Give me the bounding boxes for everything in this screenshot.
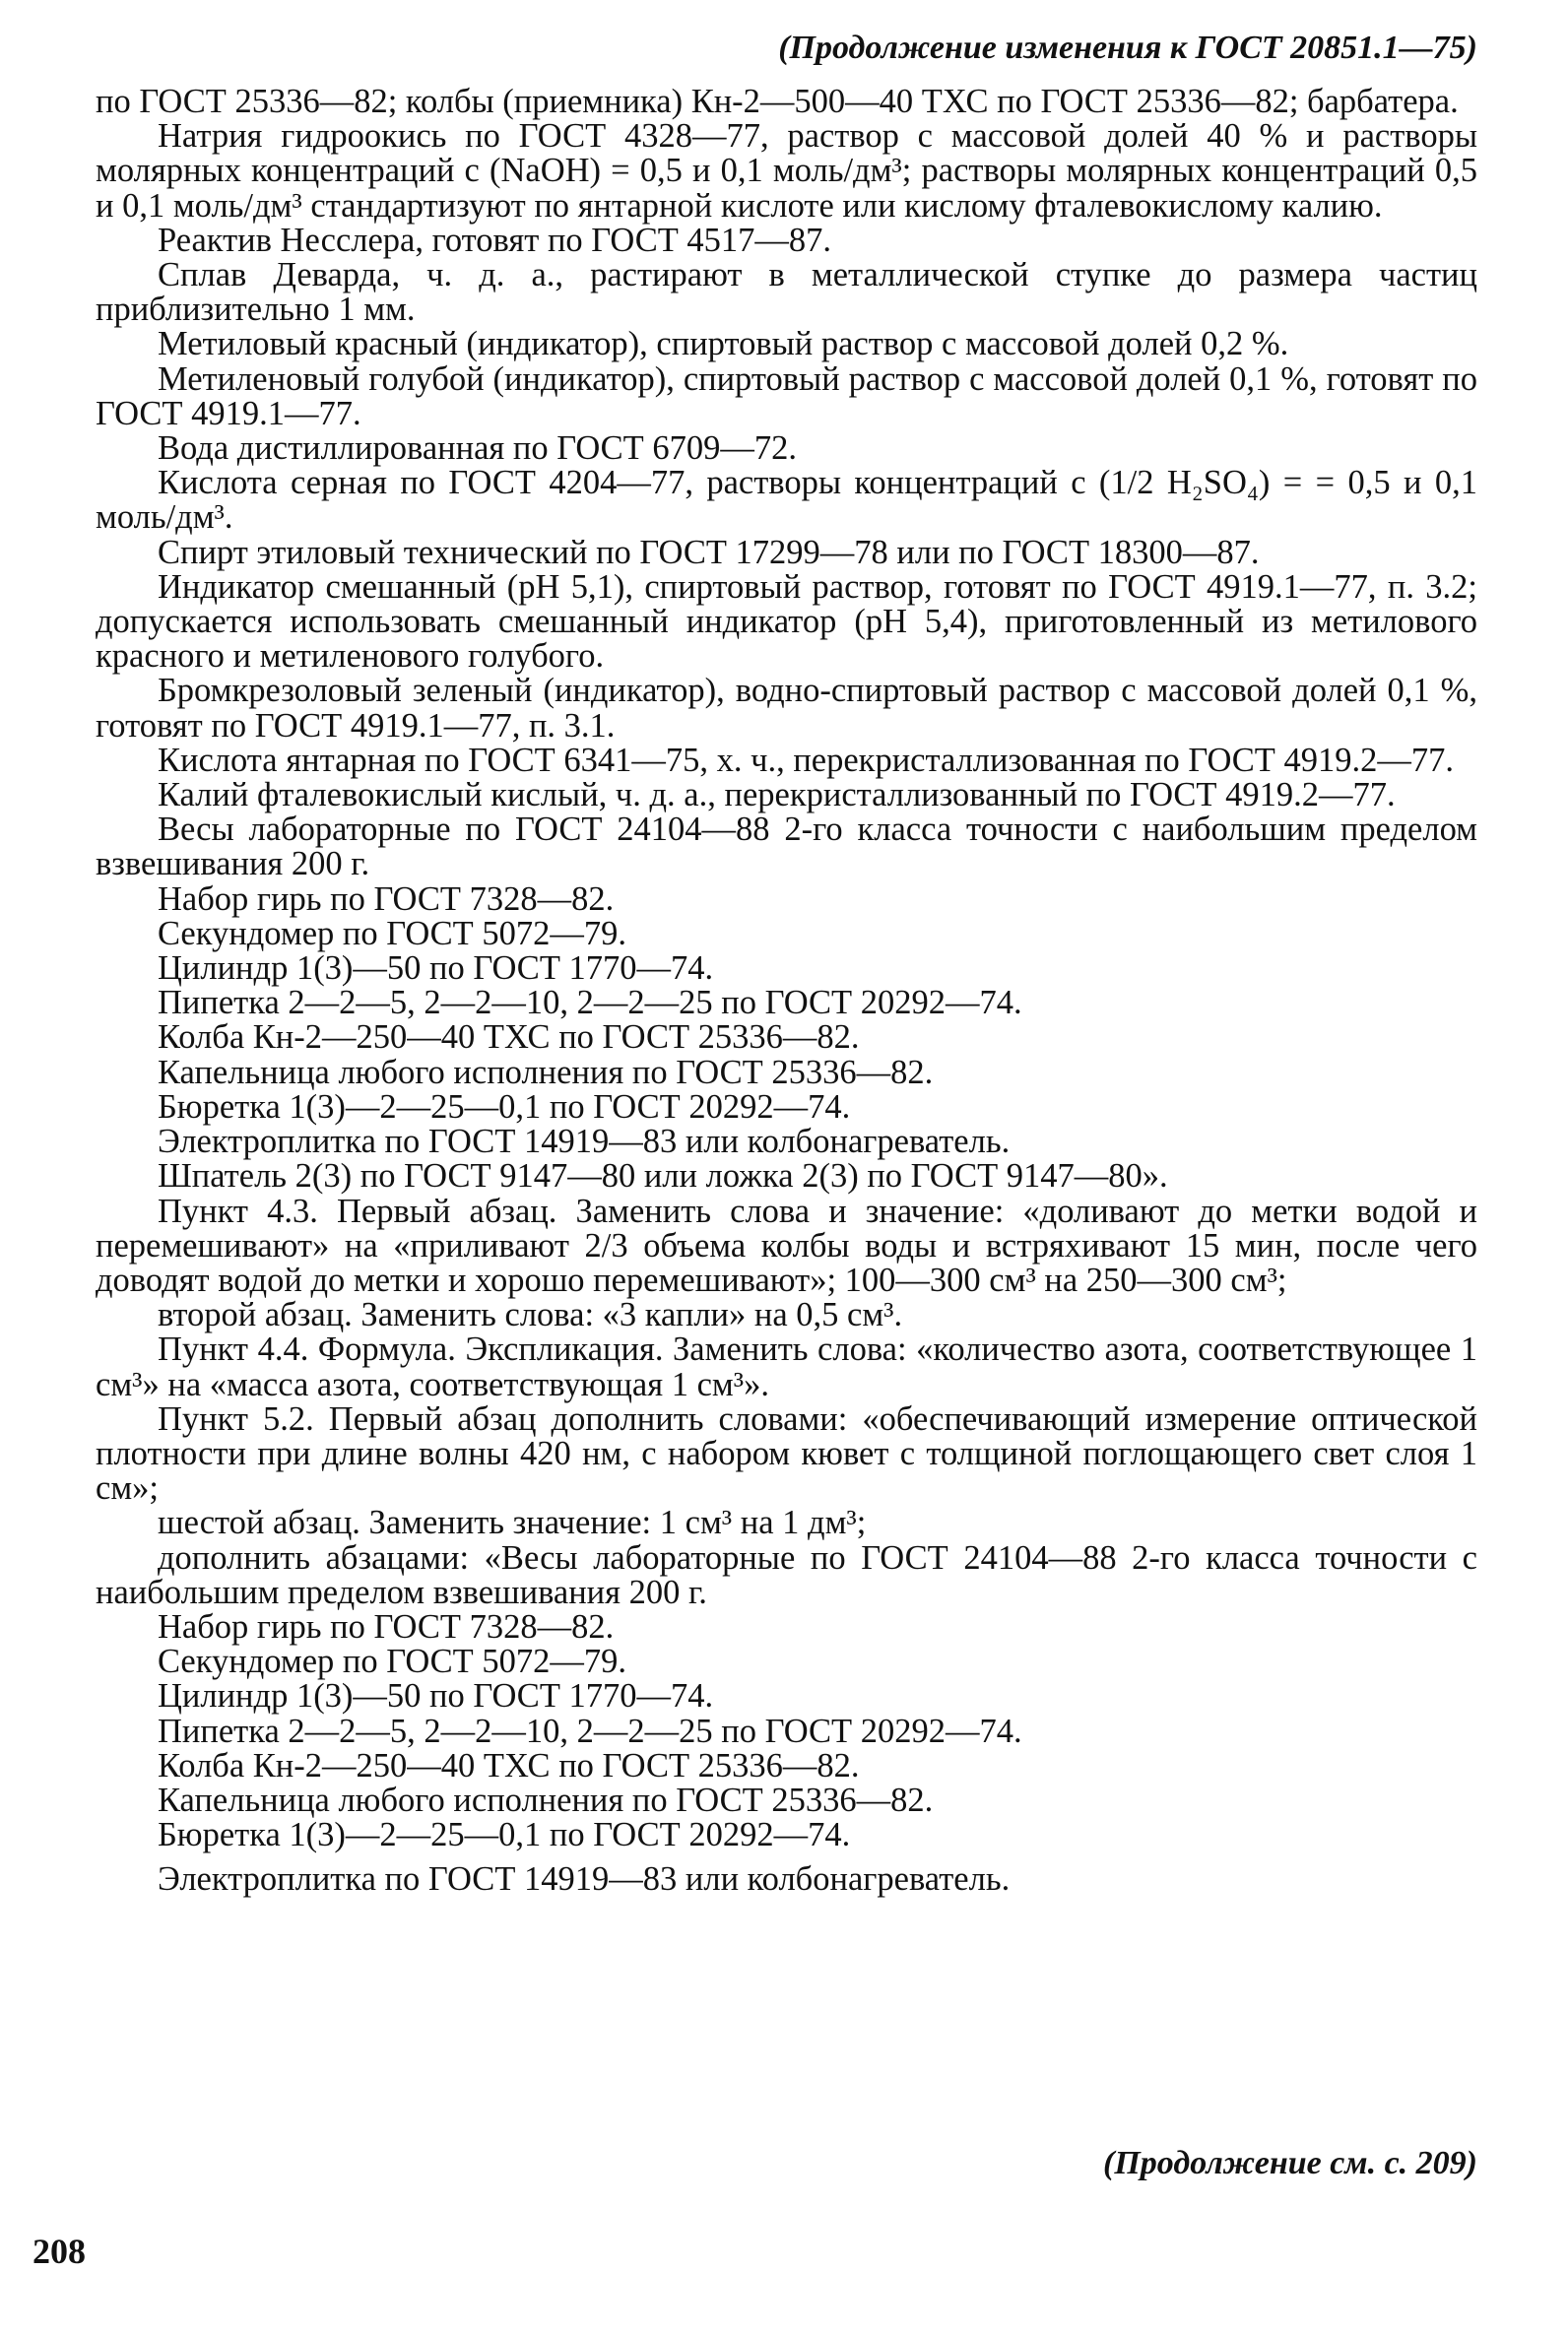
paragraph: Колба Кн-2—250—40 ТХС по ГОСТ 25336—82.	[158, 1746, 860, 1784]
paragraph: Кислота янтарная по ГОСТ 6341—75, х. ч., перекристаллизованная по ГОСТ 4919.2—77.	[158, 741, 1455, 779]
paragraph: Электроплитка по ГОСТ 14919—83 или колбонагреватель.	[158, 1860, 1011, 1899]
paragraph: Калий фталевокислый кислый, ч. д. а., перекристаллизованный по ГОСТ 4919.2—77.	[158, 776, 1396, 814]
paragraph: Вода дистиллированная по ГОСТ 6709—72.	[158, 429, 797, 468]
continuation-header: (Продолжение изменения к ГОСТ 20851.1—75)	[778, 30, 1477, 66]
paragraph: Колба Кн-2—250—40 ТХС по ГОСТ 25336—82.	[158, 1018, 860, 1057]
paragraph: Набор гирь по ГОСТ 7328—82.	[158, 1607, 615, 1646]
paragraph: второй абзац. Заменить слова: «3 капли» на 0,5 см³.	[158, 1296, 903, 1334]
paragraph: Цилиндр 1(3)—50 по ГОСТ 1770—74.	[158, 949, 714, 988]
paragraph: Пипетка 2—2—5, 2—2—10, 2—2—25 по ГОСТ 20292—74.	[158, 984, 1022, 1022]
paragraph: Спирт этиловый технический по ГОСТ 17299—78 или по ГОСТ 18300—87.	[158, 533, 1260, 571]
body-text	[96, 85, 1477, 1898]
page-number: 208	[33, 2232, 86, 2271]
paragraph: Цилиндр 1(3)—50 по ГОСТ 1770—74.	[158, 1677, 714, 1716]
continuation-footer: (Продолжение см. с. 209)	[1103, 2145, 1477, 2181]
paragraph: Бромкрезоловый зеленый (индикатор), водно-спиртовый раствор с массовой долей 0,1 %, готовят по ГОСТ 4919.1—77, п. 3.1.	[96, 672, 1477, 745]
paragraph: Пункт 4.3. Первый абзац. Заменить слова и значение: «доливают до метки водой и перемешивают» на «приливают 2/3 объема колбы воды и встряхивают 15 мин, после чего доводят водой до метки и хорошо перемешивают»; 100—300 см³ на 250—300 см³;	[96, 1192, 1477, 1299]
paragraph: Реактив Несслера, готовят по ГОСТ 4517—87.	[158, 221, 832, 259]
paragraph: Электроплитка по ГОСТ 14919—83 или колбонагреватель.	[158, 1123, 1011, 1161]
paragraph: Натрия гидроокись по ГОСТ 4328—77, раствор с массовой долей 40 % и растворы молярных концентраций c (NaOH) = 0,5 и 0,1 моль/дм³; растворы молярных концентраций 0,5 и 0,1 моль/дм³ стандартизуют по янтарной кислоте или кислому фталевокислому калию.	[96, 117, 1477, 225]
paragraph: по ГОСТ 25336—82; колбы (приемника) Кн-2—500—40 ТХС по ГОСТ 25336—82; барбатера.	[96, 83, 1459, 120]
paragraph: дополнить абзацами: «Весы лабораторные по ГОСТ 24104—88 2-го класса точности с наибольшим пределом взвешивания 200 г.	[96, 1538, 1477, 1611]
paragraph: Пункт 4.4. Формула. Экспликация. Заменить слова: «количество азота, соответствующее 1 см³» на «масса азота, соответствующая 1 см³».	[96, 1330, 1477, 1403]
paragraph: шестой абзац. Заменить значение: 1 см³ на 1 дм³;	[158, 1504, 867, 1542]
paragraph: Капельница любого исполнения по ГОСТ 25336—82.	[158, 1781, 934, 1819]
paragraph: Индикатор смешанный (pH 5,1), спиртовый раствор, готовят по ГОСТ 4919.1—77, п. 3.2; допускается использовать смешанный индикатор (pH 5,4), приготовленный из метилового красного и метиленового голубого.	[96, 567, 1477, 676]
paragraph: Секундомер по ГОСТ 5072—79.	[158, 1643, 626, 1681]
paragraph: Весы лабораторные по ГОСТ 24104—88 2-го класса точности с наибольшим пределом взвешивания 200 г.	[96, 811, 1477, 883]
paragraph: Секундомер по ГОСТ 5072—79.	[158, 914, 626, 952]
paragraph: Метиловый красный (индикатор), спиртовый раствор с массовой долей 0,2 %.	[158, 325, 1289, 363]
paragraph: Капельница любого исполнения по ГОСТ 25336—82.	[158, 1053, 934, 1091]
paragraph: Бюретка 1(3)—2—25—0,1 по ГОСТ 20292—74.	[158, 1087, 851, 1126]
paragraph: Кислота серная по ГОСТ 4204—77, растворы концентраций c (1/2 H₂SO₄) = = 0,5 и 0,1 моль/дм³.	[96, 464, 1477, 537]
paragraph: Бюретка 1(3)—2—25—0,1 по ГОСТ 20292—74.	[158, 1816, 851, 1854]
paragraph: Метиленовый голубой (индикатор), спиртовый раствор с массовой долей 0,1 %, готовят по ГОСТ 4919.1—77.	[96, 359, 1477, 432]
paragraph: Набор гирь по ГОСТ 7328—82.	[158, 879, 615, 918]
paragraph: Пипетка 2—2—5, 2—2—10, 2—2—25 по ГОСТ 20292—74.	[158, 1712, 1022, 1750]
paragraph: Сплав Деварда, ч. д. а., растирают в металлической ступке до размера частиц приблизительно 1 мм.	[96, 256, 1477, 329]
paragraph: Пункт 5.2. Первый абзац дополнить словами: «обеспечивающий измерение оптической плотности при длине волны 420 нм, с набором кювет с толщиной поглощающего свет слоя 1 см»;	[96, 1399, 1477, 1508]
paragraph: Шпатель 2(3) по ГОСТ 9147—80 или ложка 2(3) по ГОСТ 9147—80».	[158, 1157, 1168, 1196]
